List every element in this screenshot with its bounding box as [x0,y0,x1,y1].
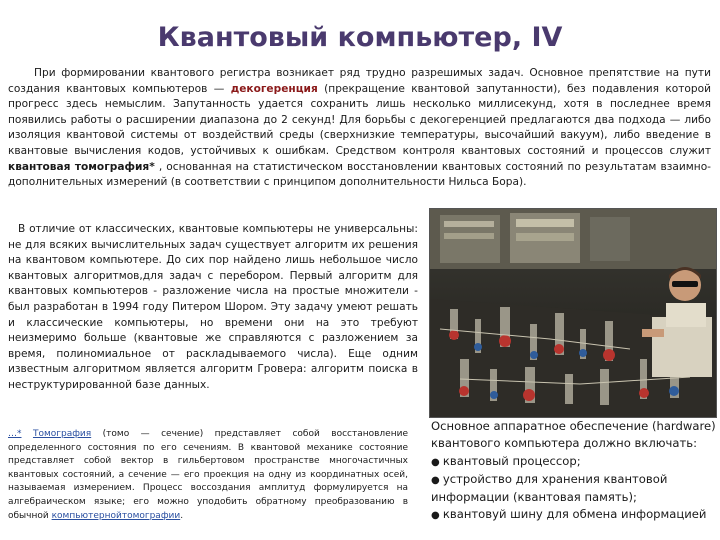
lab-photo-illustration [430,209,716,417]
slide-title: Квантовый компьютер, IV [157,22,563,53]
algorithms-paragraph: В отличие от классических, квантовые компьютеры не универсальны: не для всяких вычислительных задач существует алгоритм их решения на квантовом компьютере. До сих пор найдено лишь небольшое число квантовых алгоритмов,для задач с перебором. Первый алгоритм для квантовых компьютеров - разложение числа на простые множители - был разработан в 1994 году Питером Шором. Эту задачу умеют решать и классические компьютеры, но времени они на это требуют неизмеримо больше (квантовые же справляются с разложением за время, полиномиальное от раскладываемого числа). Еще одним известным алгоритмом является алгоритм Гровера: алгоритм поиска в неструктурированной базе данных. [8,223,418,391]
hardware-item-memory: ● устройство для хранения квантовой информации (квантовая память); [431,471,716,507]
intro-text-part2: (прекращение квантовой запутанности), без подавления которой прогресс здесь немыслим. Запутанность удается сохранить лишь несколько миллисекунд, хотя в последнее время появились работы о расширении диапазона до 2 секунд! Для борьбы с декогеренцией предлагаются два подхода — либо изоляция квантовой системы от воздействий среды (сверхнизкие температуры, высочайший вакуум), либо введение в квантовые вычисления кодов, устойчивых к ошибкам. Средством контроля квантовых состояний и процессов служит [8,82,711,157]
term-quantum-tomography: квантовая томография* [8,160,155,173]
footnote-term-link[interactable]: Томография [32,429,92,439]
intro-paragraph [8,66,711,191]
hardware-list [431,453,716,525]
footnote-body: (томо — сечение) представляет собой восстановление определенного состояния по его сечениям. В квантовой механике состояние представляет собой вектор в гильбертовом пространстве многочастичных квантовых состояний, а сечение — его проекция на одну из координатных осей, называемая измерением. Процесс воссоздания амплитуд формулируется на алгебраическом языке; его можно уподобить обратному преобразованию в обычной [8,429,408,521]
lab-photo [429,208,717,418]
footnote-marker-link[interactable]: …* [8,429,22,439]
intro-text-part3: , основанная на статистическом восстановлении квантовых состояний по результатам взаимно-дополнительных измерений (в соответствии с принципом дополнительности Нильса Бора). [8,160,711,189]
intro-text-part1: При формировании квантового регистра возникает ряд трудно разрешимых задач. Основное препятствие на пути создания квантовых компьютеров — [8,67,711,95]
computer-tomography-link[interactable]: компьютернойтомографии [51,510,181,521]
tomography-footnote [8,428,408,523]
term-decoherence: декогеренция [230,82,318,95]
caption-intro: Основное аппаратное обеспечение (hardware) квантового компьютера должно включать: [431,419,716,451]
footnote-end: . [180,510,184,521]
hardware-item-bus: ● квантовуй шину для обмена информацией [431,506,716,524]
hardware-caption [431,418,716,525]
hardware-item-processor: ● квантовый процессор; [431,453,716,471]
